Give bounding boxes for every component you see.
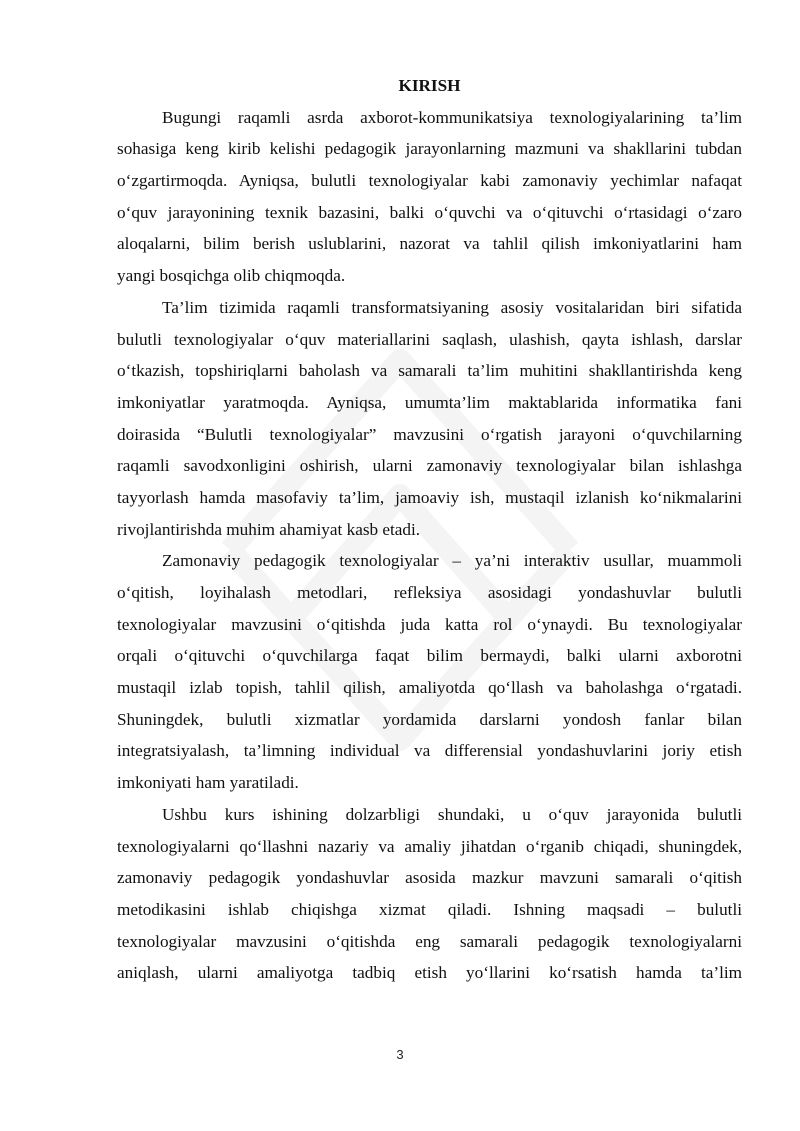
text-line: raqamli savodxonligini oshirish, ularni zamonaviy texnologiyalar bilan ishlashga	[117, 456, 742, 476]
text-line: texnologiyalarni qo‘llashni nazariy va amaliy jihatdan o‘rganib chiqadi, shuningdek,	[117, 836, 742, 856]
text-line: mustaqil izlab topish, tahlil qilish, amaliyotda qo‘llash va baholashga o‘rgatadi.	[117, 678, 742, 698]
paragraph	[117, 545, 742, 799]
page-number: 3	[396, 1047, 404, 1062]
text-line: yangi bosqichga olib chiqmoqda.	[117, 266, 346, 286]
text-line: bulutli texnologiyalar o‘quv materiallarini saqlash, ulashish, qayta ishlash, darslar	[117, 329, 742, 349]
text-line: integratsiyalash, ta’limning individual va differensial yondashuvlarini joriy etish	[117, 741, 742, 761]
text-line: Shuningdek, bulutli xizmatlar yordamida darslarni yondosh fanlar bilan	[117, 709, 742, 729]
text-line: sohasiga keng kirib kelishi pedagogik jarayonlarning mazmuni va shakllarini tubdan	[117, 139, 742, 159]
text-line: texnologiyalar mavzusini o‘qitishda eng samarali pedagogik texnologiyalarni	[117, 931, 742, 951]
text-line: zamonaviy pedagogik yondashuvlar asosida mazkur mavzuni samarali o‘qitish	[117, 868, 742, 888]
text-line: metodikasini ishlab chiqishga xizmat qiladi. Ishning maqsadi – bulutli	[117, 899, 742, 919]
text-line: o‘qitish, loyihalash metodlari, refleksiya asosidagi yondashuvlar bulutli	[117, 583, 742, 602]
text-line: Ushbu kurs ishining dolzarbligi shundaki, u o‘quv jarayonida bulutli	[162, 804, 742, 824]
text-line: o‘quv jarayonining texnik bazasini, balki o‘quvchi va o‘qituvchi o‘rtasidagi o‘zaro	[117, 202, 742, 222]
paragraphs-container	[117, 102, 742, 989]
text-line: imkoniyatlar yaratmoqda. Ayniqsa, umumta’lim maktablarida informatika fani	[117, 392, 742, 412]
text-line: texnologiyalar mavzusini o‘qitishda juda katta rol o‘ynaydi. Bu texnologiyalar	[117, 614, 742, 634]
section-title: KIRISH	[398, 76, 461, 95]
text-line: aloqalarni, bilim berish uslublarini, nazorat va tahlil qilish imkoniyatlarini ham	[117, 234, 742, 254]
paragraph	[117, 102, 742, 292]
text-line: o‘tkazish, topshiriqlarni baholash va samarali ta’lim muhitini shakllantirishda keng	[117, 361, 742, 381]
text-line: aniqlash, ularni amaliyotga tadbiq etish yo‘llarini ko‘rsatish hamda ta’lim	[117, 963, 742, 983]
text-line: tayyorlash hamda masofaviy ta’lim, jamoaviy ish, mustaqil izlanish ko‘nikmalarini	[117, 487, 742, 507]
text-line: rivojlantirishda muhim ahamiyat kasb etadi.	[117, 519, 421, 539]
text-line: imkoniyati ham yaratiladi.	[117, 773, 299, 793]
text-line: Zamonaviy pedagogik texnologiyalar – ya’ni interaktiv usullar, muammoli	[162, 551, 742, 571]
paragraph	[117, 799, 742, 989]
text-line: o‘zgartirmoqda. Ayniqsa, bulutli texnologiyalar kabi zamonaviy yechimlar nafaqat	[117, 171, 742, 191]
text-line: Ta’lim tizimida raqamli transformatsiyaning asosiy vositalaridan biri sifatida	[162, 297, 742, 317]
paragraph	[117, 292, 742, 546]
body-text	[117, 70, 742, 989]
text-line: doirasida “Bulutli texnologiyalar” mavzusini o‘rgatish jarayoni o‘quvchilarning	[117, 424, 742, 444]
text-line: orqali o‘qituvchi o‘quvchilarga faqat bilim bermaydi, balki ularni axborotni	[117, 646, 742, 666]
text-line: Bugungi raqamli asrda axborot-kommunikatsiya texnologiyalarining ta’lim	[162, 107, 742, 127]
